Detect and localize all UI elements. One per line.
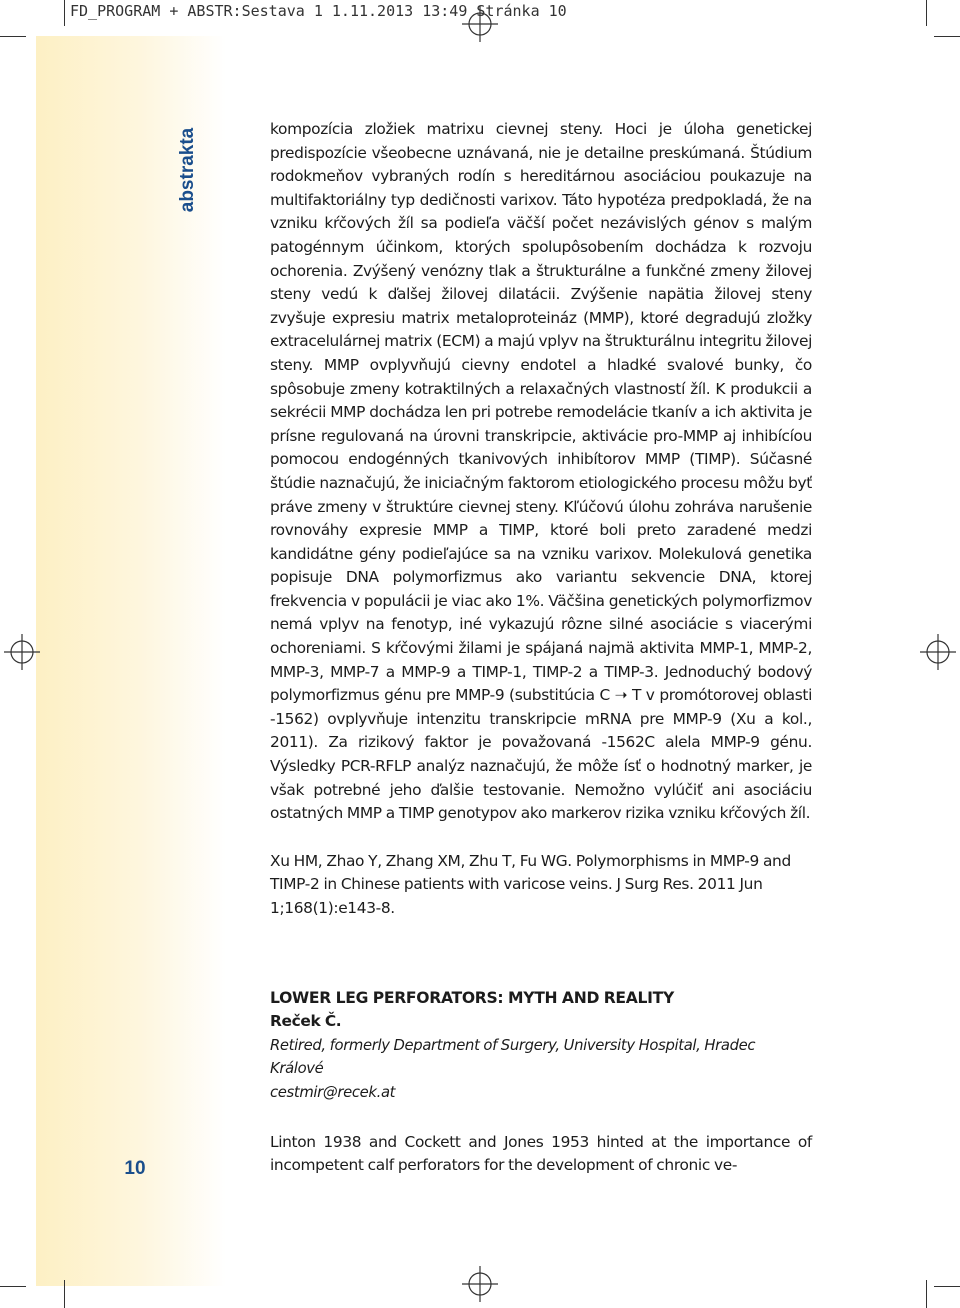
main-column — [270, 118, 812, 1178]
crop-mark — [934, 36, 960, 37]
abstract-title: LOWER LEG PERFORATORS: MYTH AND REALITY — [270, 988, 675, 1007]
crop-mark — [0, 1286, 26, 1287]
crop-mark — [64, 1280, 65, 1308]
abstract-email: cestmir@recek.at — [270, 1083, 396, 1101]
registration-mark-left-icon — [4, 634, 40, 670]
registration-mark-bottom-icon — [462, 1266, 498, 1302]
crop-mark — [64, 0, 65, 26]
abstract-affiliation: Retired, formerly Department of Surgery, University Hospital, Hradec Králové — [270, 1036, 756, 1078]
registration-mark-right-icon — [920, 634, 956, 670]
print-slug-header: FD_PROGRAM + ABSTR:Sestava 1 1.11.2013 13:49 Stránka 10 — [70, 2, 567, 20]
abstract-paragraph: kompozícia zložiek matrixu cievnej steny. Hoci je úloha genetickej predispozície všeobecne uznávaná, nie je detailne preskúmaná. Štúdium rodokmeňov vybraných rodín s hereditárnou asociáciou poukazuje na multifaktoriálny typ dedičnosti varixov. Táto hypotéza predpokladá, že na vzniku kŕčových žíl sa podieľa väčší počet nezávislých génov s malým patogénnym účinkom, ktorých spolupôsobením dochádza k rozvoju ochorenia. Zvýšený venózny tlak a štrukturálne a funkčné zmeny žilovej steny vedú k ďalšej žilovej dilatácii. Zvýšenie napätia žilovej steny zvyšuje expresiu matrix metaloproteináz (MMP), ktoré degradujú zložky extracelulárnej matrix (ECM) a majú vplyv na štrukturálnu integritu žilovej steny. MMP ovplyvňujú cievny endotel a hladké svalové bunky, čo spôsobuje zmeny kotraktilných a relaxačných vlastností žíl. K produkcii a sekrécii MMP dochádza len pri potrebe remodelácie tkanív a ich aktivita je prísne regulovaná na úrovni transkripcie, aktivácie pro-MMP aj inhibícíou pomocou endogénných tkanivových inhibítorov MMP (TIMP). Súčasné štúdie naznačujú, že iniciačným faktorom etiologického procesu môžu byť práve zmeny v štruktúre cievnej steny. Kľúčovú úlohu zohráva narušenie rovnováhy expresie MMP a TIMP, ktoré boli preto zaradené medzi kandidátne gény podieľajúce sa na vzniku varixov. Molekulová genetika popisuje DNA polymorfizmus ako variantu sekvencie DNA, ktorej frekvencia v populácii je viac ako 1%. Väčšina genetických polymorfizmov nemá vplyv na fenotyp, iné vykazujú rôzne silné asociácie s viacerými ochoreniami. S kŕčovými žilami je spájaná najmä aktivita MMP-1, MMP-2, MMP-3, MMP-7 a MMP-9 a TIMP-1, TIMP-2 a TIMP-3. Jednoduchý bodový polymorfizmus génu pre MMP-9 (substitúcia C ➝ T v promótorovej oblasti -1562) ovplyvňuje intenzitu transkripcie mRNA pre MMP-9 (Xu a kol., 2011). Za rizikový faktor je považovaná -1562C alela MMP-9 génu. Výsledky PCR-RFLP analýz naznačujú, že môže ísť o hodnotný marker, je však potrebné jeho ďalšie testovanie. Nemožno vylúčiť ani asociáciu ostatných MMP a TIMP genotypov ako markerov rizika vzniku kŕčových žíl. — [270, 120, 812, 823]
crop-mark — [0, 36, 26, 37]
abstract-author: Reček Č. — [270, 1012, 342, 1031]
reference: Xu HM, Zhao Y, Zhang XM, Zhu T, Fu WG. Polymorphisms in MMP-9 and TIMP-2 in Chinese patients with varicose veins. J Surg Res. 2011 Jun 1;168(1):e143-8. — [270, 851, 791, 917]
crop-mark — [926, 1280, 927, 1308]
section-label-text: abstrakta — [177, 127, 198, 213]
page-number: 10 — [124, 1158, 146, 1179]
crop-mark — [926, 0, 927, 26]
abstract-body: Linton 1938 and Cockett and Jones 1953 hinted at the importance of incompetent calf perforators for the development of chronic ve- — [270, 1132, 812, 1175]
section-label — [168, 120, 208, 220]
sidebar-band — [36, 36, 226, 1286]
registration-mark-top-icon — [462, 6, 498, 42]
crop-mark — [934, 1286, 960, 1287]
